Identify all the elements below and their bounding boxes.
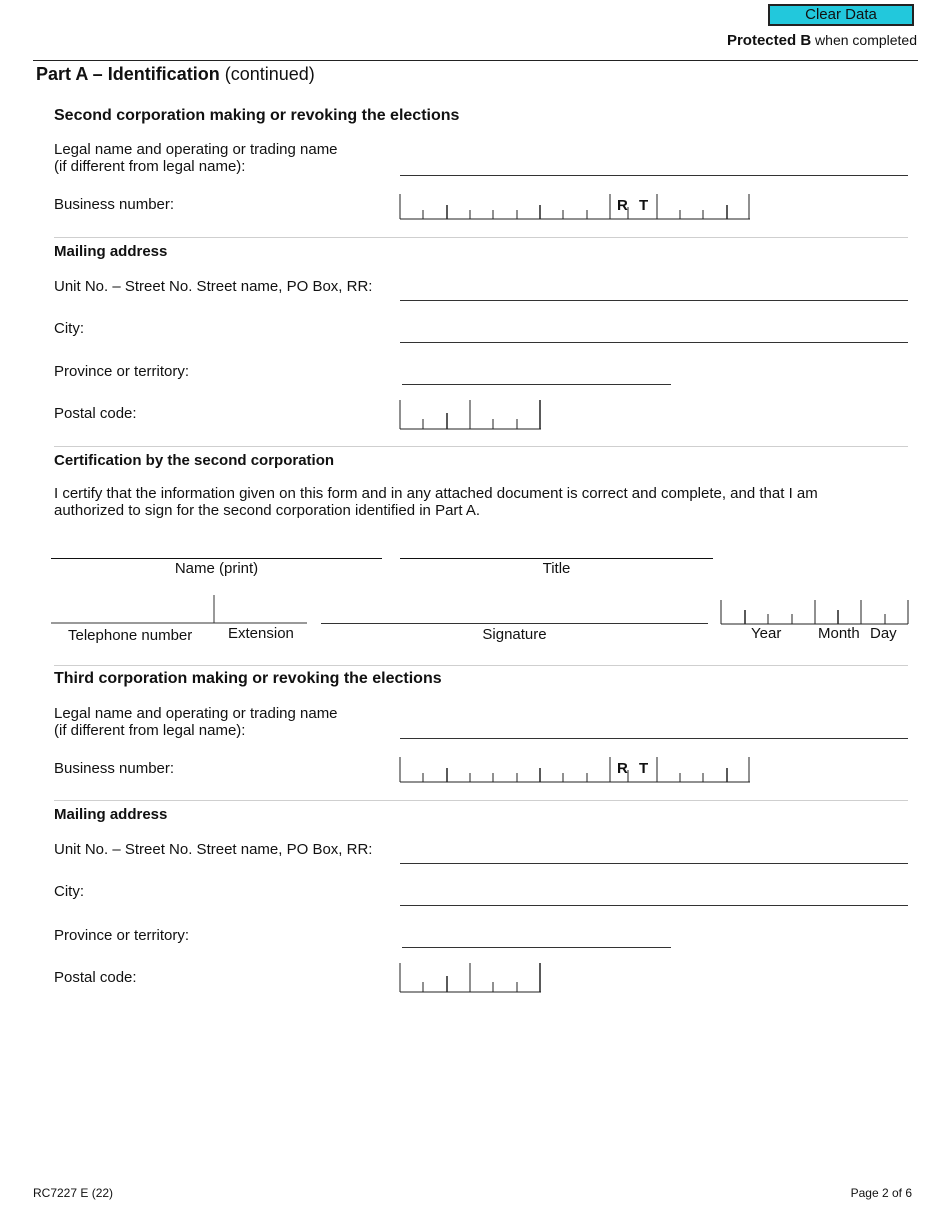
month-caption: Month — [818, 625, 860, 642]
part-title-main: Part A – Identification — [36, 64, 220, 84]
protected-b-label: Protected B — [726, 32, 812, 49]
third-province-field[interactable] — [402, 947, 671, 948]
form-code: RC7227 E (22) — [33, 1186, 114, 1200]
third-corp-divider — [54, 665, 908, 666]
certification-text — [54, 485, 904, 519]
second-legal-name-label-line2: (if different from legal name): — [54, 158, 246, 175]
third-rt-t: T — [639, 760, 649, 777]
second-business-number-combs — [400, 194, 750, 220]
third-city-label: City: — [54, 883, 84, 900]
signature-caption: Signature — [482, 626, 547, 643]
title-field[interactable] — [400, 558, 713, 559]
second-street-label: Unit No. – Street No. Street name, PO Box, RR: — [54, 278, 373, 295]
third-legal-name-field[interactable] — [400, 738, 908, 739]
certification-title: Certification by the second corporation — [54, 452, 335, 469]
third-province-label: Province or territory: — [54, 927, 190, 944]
second-rt-r: R — [617, 197, 628, 214]
third-legal-name-label-line1: Legal name and operating or trading name — [54, 705, 338, 722]
third-business-number-field[interactable] — [400, 757, 750, 783]
third-postal-combs — [400, 963, 542, 993]
part-title-suffix: (continued) — [219, 64, 315, 84]
certification-divider — [54, 446, 908, 447]
certification-text-line1: I certify that the information given on this form and in any attached document is correct and complete, and that I am — [54, 485, 818, 502]
signature-field[interactable] — [321, 623, 708, 624]
protected-b-notice — [727, 32, 917, 49]
second-postal-label: Postal code: — [54, 405, 137, 422]
name-print-field[interactable] — [51, 558, 382, 559]
part-title — [36, 64, 315, 85]
day-caption: Day — [870, 625, 897, 642]
protected-b-suffix: when completed — [811, 32, 917, 48]
third-corp-title: Third corporation making or revoking the elections — [54, 670, 442, 687]
third-mailing-divider — [54, 800, 908, 801]
certification-text-line2: authorized to sign for the second corporation identified in Part A. — [54, 502, 481, 519]
date-combs — [721, 600, 909, 625]
second-rt-t: T — [639, 197, 649, 214]
second-province-field[interactable] — [402, 384, 671, 385]
second-postal-combs — [400, 400, 542, 430]
second-legal-name-label — [54, 141, 338, 175]
clear-data-button[interactable]: Clear Data — [768, 4, 914, 26]
third-legal-name-label — [54, 705, 338, 739]
second-city-field[interactable] — [400, 342, 908, 343]
third-postal-field[interactable] — [400, 963, 542, 993]
page-number: Page 2 of 6 — [850, 1186, 912, 1200]
telephone-caption: Telephone number — [68, 627, 193, 644]
third-business-number-combs — [400, 757, 750, 783]
title-caption: Title — [542, 560, 571, 577]
telephone-lines — [51, 595, 308, 625]
name-print-caption: Name (print) — [174, 560, 259, 577]
third-rt-r: R — [617, 760, 628, 777]
second-business-number-field[interactable] — [400, 194, 750, 220]
second-postal-field[interactable] — [400, 400, 542, 430]
third-postal-label: Postal code: — [54, 969, 137, 986]
second-street-field[interactable] — [400, 300, 908, 301]
second-mailing-title: Mailing address — [54, 243, 168, 260]
second-business-number-label: Business number: — [54, 196, 175, 213]
second-corp-title: Second corporation making or revoking the elections — [54, 107, 460, 124]
year-caption: Year — [751, 625, 782, 642]
date-field[interactable] — [721, 600, 909, 625]
second-city-label: City: — [54, 320, 84, 337]
second-province-label: Province or territory: — [54, 363, 190, 380]
extension-caption: Extension — [228, 625, 294, 642]
third-street-label: Unit No. – Street No. Street name, PO Box, RR: — [54, 841, 373, 858]
second-mailing-divider — [54, 237, 908, 238]
third-legal-name-label-line2: (if different from legal name): — [54, 722, 246, 739]
third-street-field[interactable] — [400, 863, 908, 864]
third-mailing-title: Mailing address — [54, 806, 168, 823]
second-legal-name-label-line1: Legal name and operating or trading name — [54, 141, 338, 158]
second-legal-name-field[interactable] — [400, 175, 908, 176]
third-city-field[interactable] — [400, 905, 908, 906]
header-divider — [33, 60, 918, 61]
telephone-field[interactable] — [51, 595, 308, 625]
third-business-number-label: Business number: — [54, 760, 175, 777]
